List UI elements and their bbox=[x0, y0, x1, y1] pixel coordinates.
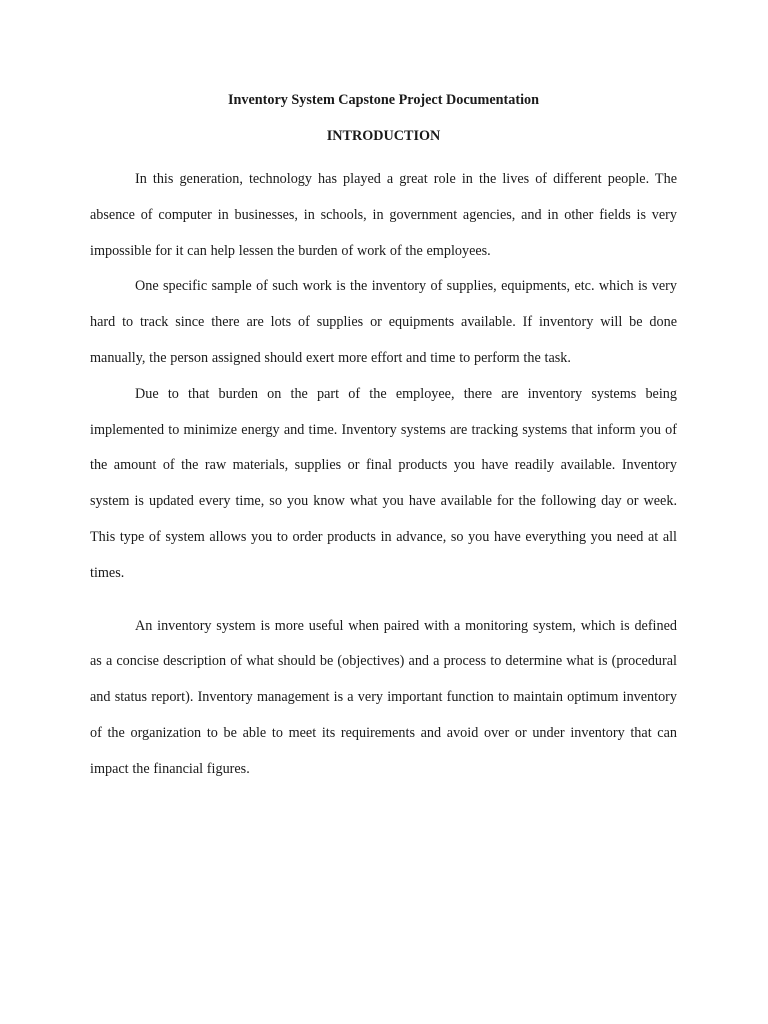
paragraph-1: In this generation, technology has played a great role in the lives of different people. The absence of computer in businesses, in schools, in government agencies, and in other fields is very impossible for it can help lessen the burden of work of the employees. bbox=[90, 171, 677, 259]
document-title: Inventory System Capstone Project Documentation bbox=[227, 92, 540, 108]
paragraph-2: One specific sample of such work is the inventory of supplies, equipments, etc. which is very hard to track since there are lots of supplies or equipments available. If inventory will be done manually, the person assigned should exert more effort and time to perform the task. bbox=[90, 278, 677, 366]
document-body bbox=[90, 90, 677, 788]
paragraph-3: Due to that burden on the part of the employee, there are inventory systems being implemented to minimize energy and time. Inventory systems are tracking systems that inform you of the amount of the raw materials, supplies or final products you have readily available. Inventory system is updated every time, so you know what you have available for the following day or week. This type of system allows you to order products in advance, so you have everything you need at all times. bbox=[90, 385, 677, 581]
section-heading: INTRODUCTION bbox=[326, 128, 441, 144]
paragraph-4: An inventory system is more useful when paired with a monitoring system, which is defined as a concise description of what should be (objectives) and a process to determine what is (procedural and status report). Inventory management is a very important function to maintain optimum inventory of the organization to be able to meet its requirements and avoid over or under inventory that can impact the financial figures. bbox=[90, 617, 677, 777]
